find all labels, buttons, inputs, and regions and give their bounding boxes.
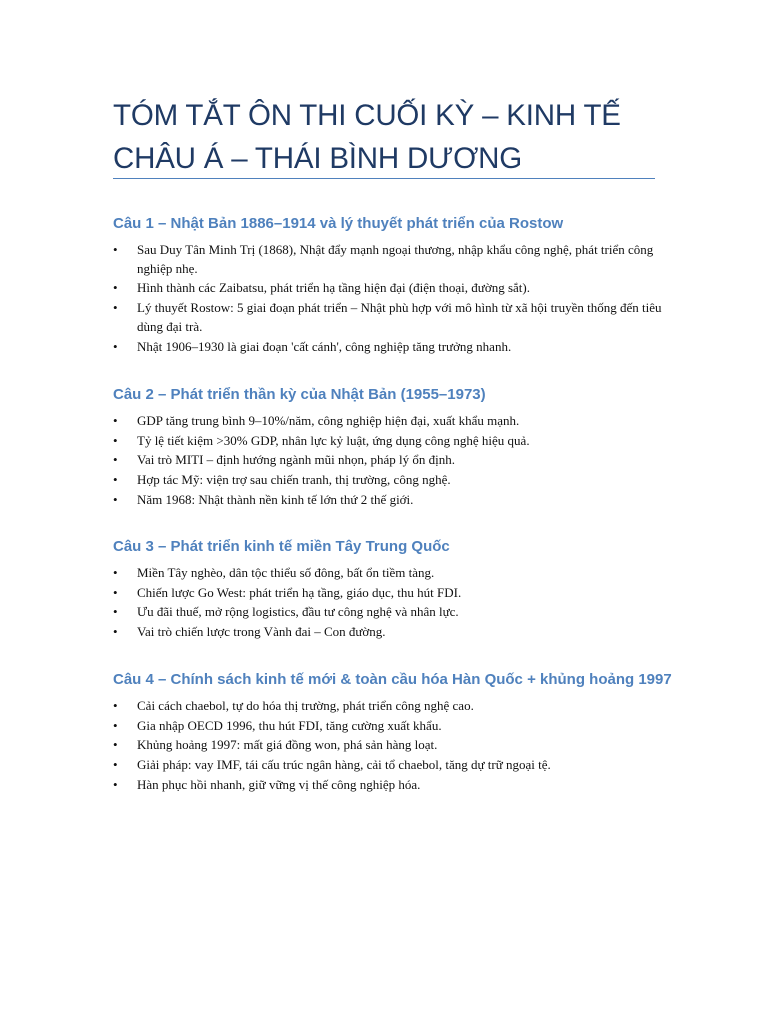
- bullet-dot-icon: •: [113, 242, 118, 257]
- bullet-text: Ưu đãi thuế, mở rộng logistics, đầu tư công nghệ và nhân lực.: [137, 604, 459, 620]
- bullet-text: Miền Tây nghèo, dân tộc thiểu số đông, bất ổn tiềm tàng.: [137, 565, 435, 580]
- document-title: TÓM TẮT ÔN THI CUỐI KỲ – KINH TẾ CHÂU Á – THÁI BÌNH DƯƠNG: [113, 99, 621, 175]
- section-heading: Câu 4 – Chính sách kinh tế mới & toàn cầu hóa Hàn Quốc + khủng hoảng 1997: [113, 671, 672, 688]
- bullet-dot-icon: •: [113, 584, 118, 600]
- bullet-item: [113, 412, 673, 431]
- section-cau-2: [113, 382, 673, 511]
- bullet-dot-icon: •: [113, 452, 118, 468]
- bullet-item: [113, 432, 673, 451]
- bullet-text: GDP tăng trung bình 9–10%/năm, công nghiệp hiện đại, xuất khẩu mạnh.: [137, 413, 520, 428]
- bullet-item: [113, 299, 673, 336]
- bullet-dot-icon: •: [113, 472, 118, 488]
- section-cau-1: [113, 211, 673, 357]
- bullet-text: Gia nhập OECD 1996, thu hút FDI, tăng cường xuất khẩu.: [137, 717, 442, 733]
- bullet-item: [113, 697, 673, 716]
- bullet-text: Cải cách chaebol, tự do hóa thị trường, phát triển công nghệ cao.: [137, 698, 474, 713]
- bullet-text: Hình thành các Zaibatsu, phát triển hạ tầng hiện đại (điện thoại, đường sắt).: [137, 280, 530, 296]
- bullet-dot-icon: •: [113, 624, 118, 640]
- bullet-item: [113, 279, 673, 298]
- bullet-text: Sau Duy Tân Minh Trị (1868), Nhật đẩy mạnh ngoại thương, nhập khẩu công nghệ, phát triển công nghiệp nhẹ.: [137, 242, 654, 276]
- bullet-dot-icon: •: [113, 491, 118, 507]
- bullet-text: Chiến lược Go West: phát triển hạ tầng, giáo dục, thu hút FDI.: [137, 584, 462, 600]
- bullet-item: [113, 451, 673, 470]
- bullet-text: Vai trò MITI – định hướng ngành mũi nhọn, pháp lý ổn định.: [137, 452, 455, 468]
- section-cau-3: [113, 534, 673, 643]
- bullet-item: [113, 736, 673, 755]
- bullet-dot-icon: •: [113, 698, 118, 713]
- bullet-dot-icon: •: [113, 413, 118, 428]
- bullet-dot-icon: •: [113, 717, 118, 733]
- bullet-text: Lý thuyết Rostow: 5 giai đoạn phát triển – Nhật phù hợp với mô hình từ xã hội truyền thống đến tiêu dùng đại trà.: [137, 300, 662, 334]
- bullet-item: [113, 756, 673, 775]
- bullet-text: Vai trò chiến lược trong Vành đai – Con đường.: [137, 624, 386, 640]
- bullet-item: [113, 338, 673, 357]
- bullet-list: [113, 412, 673, 510]
- bullet-item: [113, 717, 673, 736]
- bullet-list: [113, 697, 673, 795]
- bullet-dot-icon: •: [113, 604, 118, 620]
- bullet-text: Khủng hoảng 1997: mất giá đồng won, phá sản hàng loạt.: [137, 737, 438, 753]
- bullet-text: Giải pháp: vay IMF, tái cấu trúc ngân hàng, cải tổ chaebol, tăng dự trữ ngoại tệ.: [137, 757, 551, 773]
- bullet-item: [113, 584, 673, 603]
- bullet-dot-icon: •: [113, 300, 118, 316]
- title-underline: [113, 178, 655, 179]
- section-cau-4: [113, 667, 673, 796]
- bullet-text: Hợp tác Mỹ: viện trợ sau chiến tranh, thị trường, công nghệ.: [137, 472, 451, 488]
- bullet-text: Nhật 1906–1930 là giai đoạn 'cất cánh', công nghiệp tăng trưởng nhanh.: [137, 338, 512, 354]
- bullet-dot-icon: •: [113, 432, 118, 448]
- bullet-text: Năm 1968: Nhật thành nền kinh tế lớn thứ 2 thế giới.: [137, 491, 414, 507]
- bullet-item: [113, 603, 673, 622]
- bullet-item: [113, 623, 673, 642]
- bullet-item: [113, 241, 673, 278]
- bullet-dot-icon: •: [113, 280, 118, 296]
- bullet-text: Tỷ lệ tiết kiệm >30% GDP, nhân lực kỷ luật, ứng dụng công nghệ hiệu quả.: [137, 432, 530, 448]
- bullet-dot-icon: •: [113, 776, 118, 792]
- bullet-dot-icon: •: [113, 338, 118, 354]
- bullet-dot-icon: •: [113, 737, 118, 753]
- section-heading: Câu 2 – Phát triển thần kỳ của Nhật Bản (1955–1973): [113, 386, 486, 403]
- bullet-dot-icon: •: [113, 757, 118, 773]
- bullet-list: [113, 241, 673, 356]
- bullet-list: [113, 564, 673, 642]
- bullet-item: [113, 564, 673, 583]
- section-heading: Câu 3 – Phát triển kinh tế miền Tây Trung Quốc: [113, 538, 450, 555]
- section-heading: Câu 1 – Nhật Bản 1886–1914 và lý thuyết phát triển của Rostow: [113, 215, 564, 232]
- bullet-item: [113, 491, 673, 510]
- bullet-text: Hàn phục hồi nhanh, giữ vững vị thế công nghiệp hóa.: [137, 776, 421, 792]
- bullet-item: [113, 471, 673, 490]
- bullet-dot-icon: •: [113, 565, 118, 580]
- bullet-item: [113, 776, 673, 795]
